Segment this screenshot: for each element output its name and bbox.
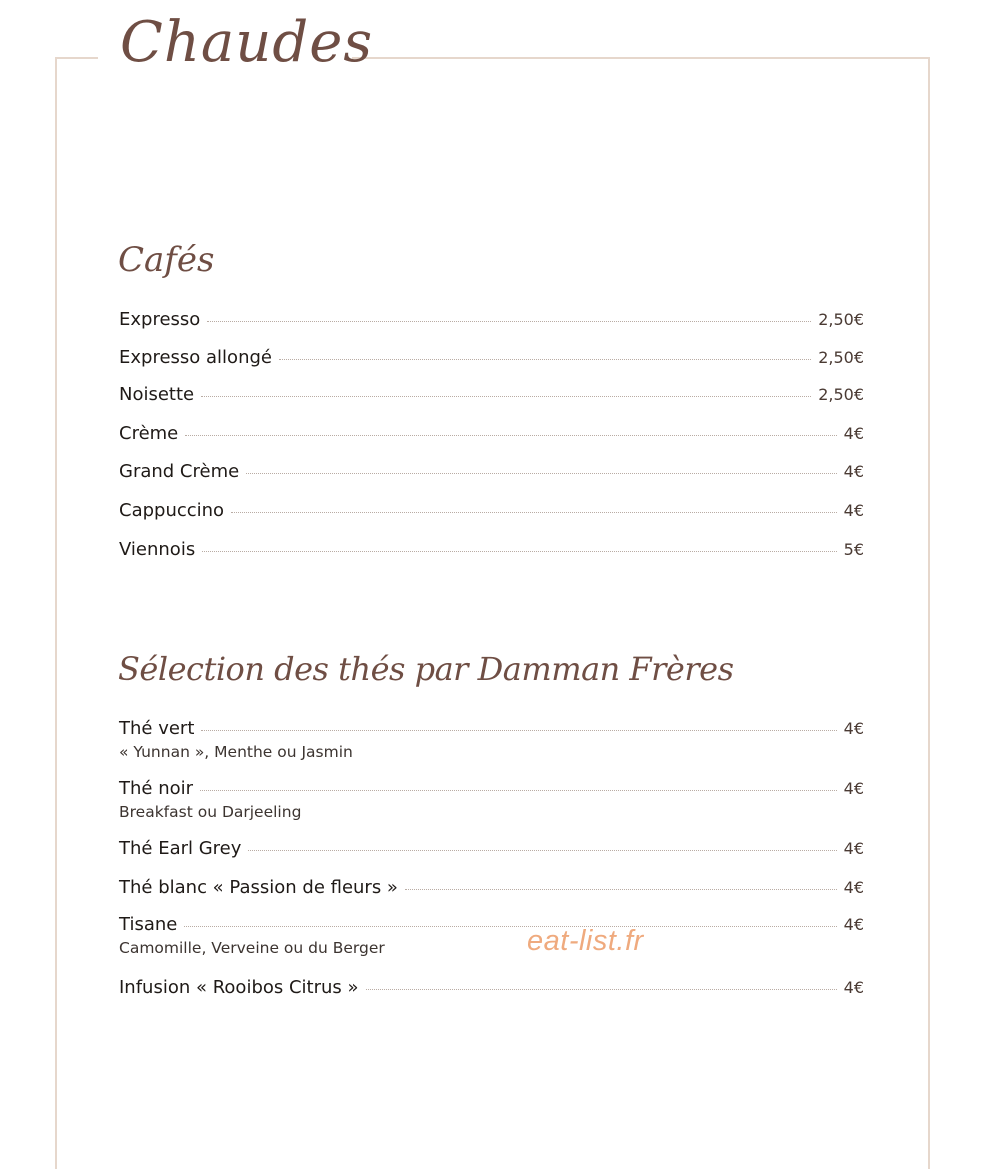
dot-leader <box>185 435 836 436</box>
menu-item <box>119 914 864 957</box>
item-name: Noisette <box>119 384 195 405</box>
item-price: 4€ <box>843 915 864 934</box>
item-name: Thé noir <box>119 778 194 799</box>
dot-leader <box>405 889 837 890</box>
item-price: 4€ <box>843 462 864 481</box>
item-name: Grand Crème <box>119 461 240 482</box>
item-price: 4€ <box>843 839 864 858</box>
menu-item <box>119 539 864 560</box>
item-price: 4€ <box>843 878 864 897</box>
dot-leader <box>246 473 836 474</box>
menu-item <box>119 384 864 405</box>
frame-top-border-left <box>55 57 98 59</box>
menu-item <box>119 838 864 859</box>
item-description: Camomille, Verveine ou du Berger <box>119 939 385 957</box>
item-price: 4€ <box>843 424 864 443</box>
item-name: Expresso <box>119 309 201 330</box>
menu-item <box>119 461 864 482</box>
frame-top-border-right <box>352 57 930 59</box>
item-name: Infusion « Rooibos Citrus » <box>119 977 359 998</box>
menu-item <box>119 778 864 821</box>
frame-left-border <box>55 57 57 1169</box>
item-price: 2,50€ <box>818 310 864 329</box>
menu-item <box>119 347 864 368</box>
frame-right-border <box>928 57 930 1169</box>
item-name: Tisane <box>119 914 178 935</box>
dot-leader <box>231 512 837 513</box>
item-price: 4€ <box>843 779 864 798</box>
item-name: Crème <box>119 423 179 444</box>
item-name: Thé vert <box>119 718 195 739</box>
item-name: Thé Earl Grey <box>119 838 242 859</box>
dot-leader <box>279 359 811 360</box>
menu-item <box>119 309 864 330</box>
dot-leader <box>248 850 836 851</box>
dot-leader <box>201 396 811 397</box>
section-title-cafes: Cafés <box>118 240 215 280</box>
menu-item <box>119 977 864 998</box>
watermark: eat-list.fr <box>527 925 644 957</box>
item-price: 4€ <box>843 719 864 738</box>
dot-leader <box>207 321 811 322</box>
section-title-teas: Sélection des thés par Damman Frères <box>118 650 734 688</box>
item-price: 4€ <box>843 501 864 520</box>
dot-leader <box>200 790 837 791</box>
dot-leader <box>202 551 836 552</box>
item-price: 4€ <box>843 978 864 997</box>
item-name: Expresso allongé <box>119 347 272 368</box>
dot-leader <box>366 989 837 990</box>
item-name: Thé blanc « Passion de fleurs » <box>119 877 398 898</box>
item-name: Viennois <box>119 539 196 560</box>
menu-item <box>119 718 864 761</box>
item-description: « Yunnan », Menthe ou Jasmin <box>119 743 353 761</box>
item-description: Breakfast ou Darjeeling <box>119 803 302 821</box>
item-price: 2,50€ <box>818 385 864 404</box>
menu-title: Chaudes <box>120 10 374 75</box>
dot-leader <box>201 730 836 731</box>
dot-leader <box>184 926 836 927</box>
menu-item <box>119 423 864 444</box>
item-price: 5€ <box>843 540 864 559</box>
menu-item <box>119 877 864 898</box>
item-name: Cappuccino <box>119 500 225 521</box>
menu-item <box>119 500 864 521</box>
item-price: 2,50€ <box>818 348 864 367</box>
